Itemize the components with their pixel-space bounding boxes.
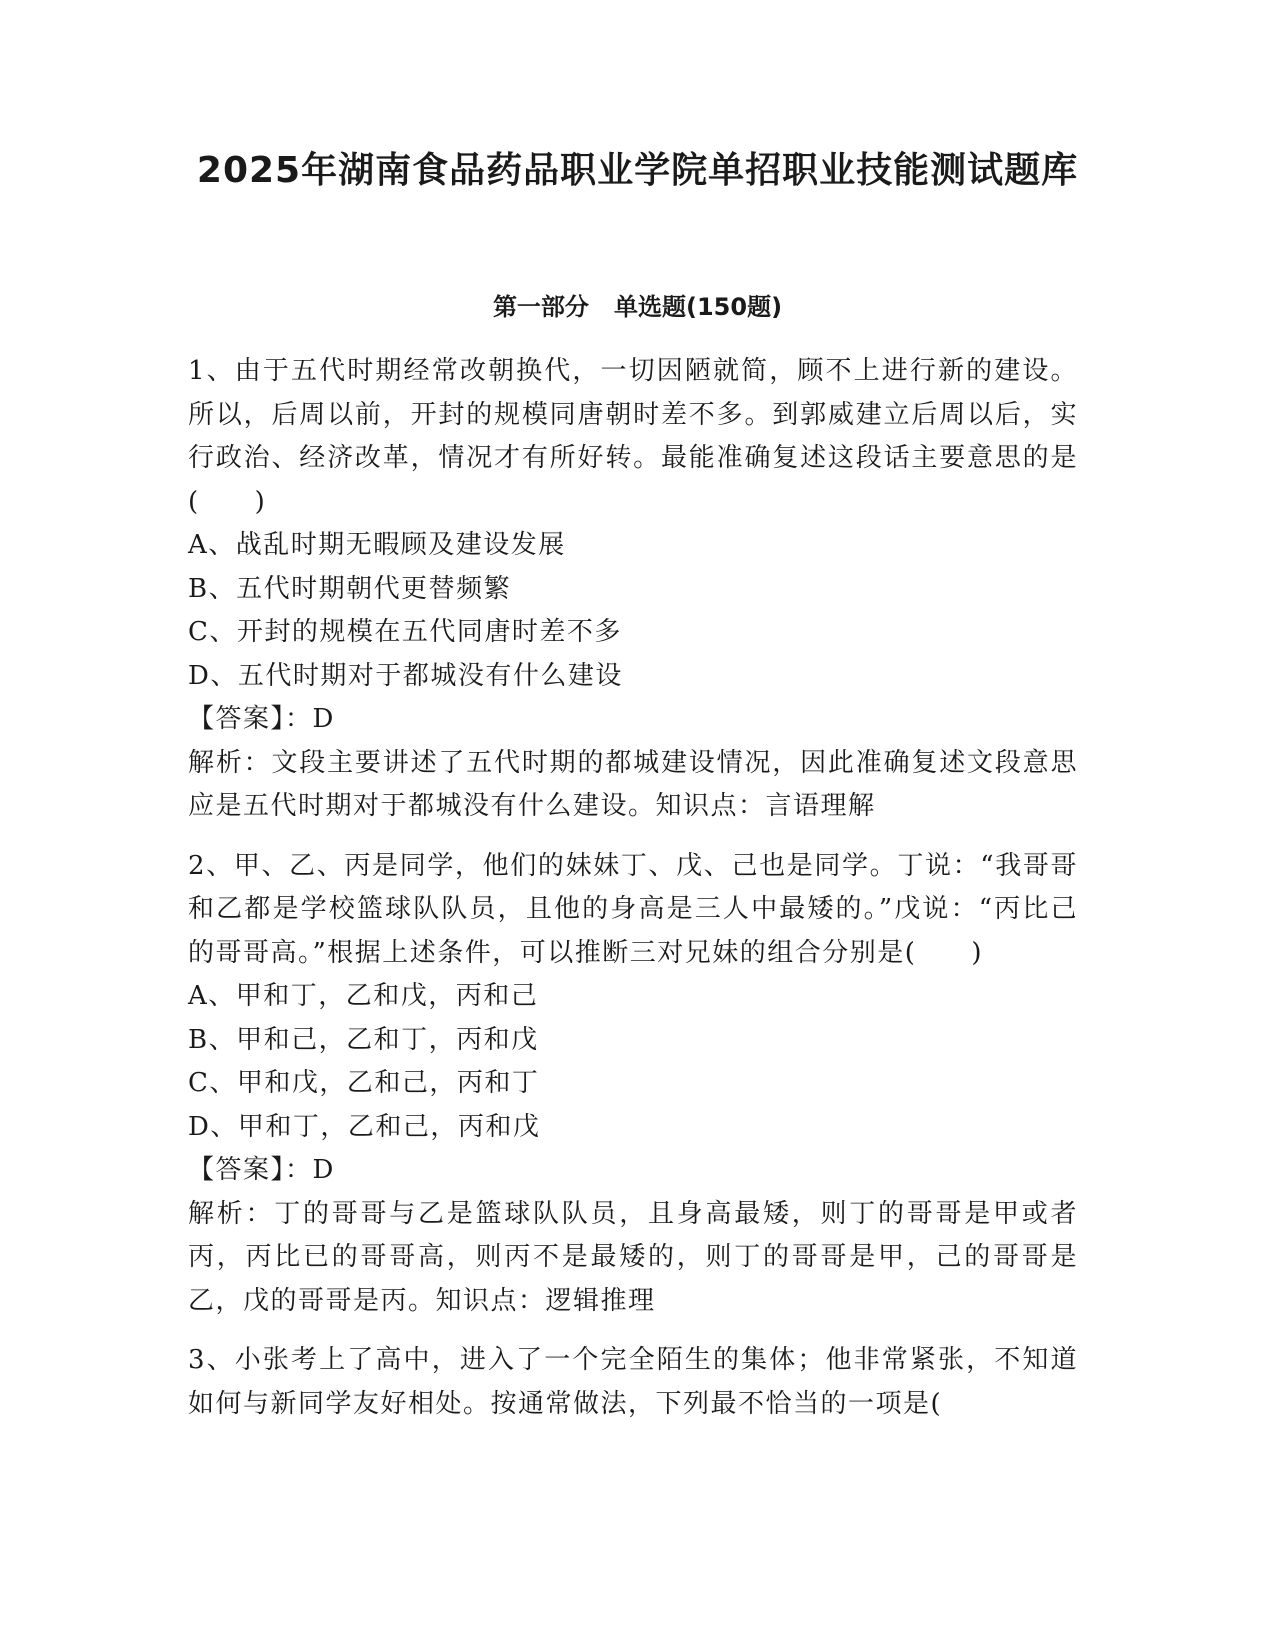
answer-label: 【答案】：D (188, 704, 335, 734)
question-stem: 3、小张考上了高中，进入了一个完全陌生的集体；他非常紧张，不知道如何与新同学友好相处。按通常做法，下列最不恰当的一项是( (188, 1345, 1078, 1419)
option-d: D、甲和丁，乙和己，丙和戊 (188, 1111, 541, 1142)
question-1 (188, 350, 1078, 829)
option-b: B、甲和己，乙和丁，丙和戊 (188, 1024, 539, 1055)
question-list (188, 350, 1078, 1442)
section-heading: 第一部分 单选题(150题) (492, 293, 783, 321)
analysis-text: 解析：丁的哥哥与乙是篮球队队员，且身高最矮，则丁的哥哥是甲或者丙，丙比已的哥哥高，则丙不是最矮的，则丁的哥哥是甲，己的哥哥是乙，戊的哥哥是丙。知识点：逻辑推理 (188, 1198, 1078, 1316)
option-c: C、甲和戊，乙和己，丙和丁 (188, 1068, 540, 1098)
answer-label: 【答案】：D (188, 1155, 335, 1185)
option-b: B、五代时期朝代更替频繁 (188, 573, 512, 604)
question-2 (188, 845, 1078, 1324)
option-d: D、五代时期对于都城没有什么建设 (188, 660, 623, 691)
option-a: A、战乱时期无暇顾及建设发展 (188, 530, 566, 560)
analysis-text: 解析：文段主要讲述了五代时期的都城建设情况，因此准确复述文段意思应是五代时期对于都城没有什么建设。知识点：言语理解 (188, 747, 1078, 821)
question-3 (188, 1339, 1078, 1426)
question-stem: 2、甲、乙、丙是同学，他们的妹妹丁、戊、己也是同学。丁说：“我哥哥和乙都是学校篮球队队员，且他的身高是三人中最矮的。”戊说：“丙比己的哥哥高。”根据上述条件，可以推断三对兄妹的组合分别是( ) (188, 850, 1078, 968)
document-title: 2025年湖南食品药品职业学院单招职业技能测试题库 (196, 150, 1079, 191)
option-a: A、甲和丁，乙和戊，丙和己 (188, 981, 539, 1011)
question-stem: 1、由于五代时期经常改朝换代，一切因陋就简，顾不上进行新的建设。所以，后周以前，开封的规模同唐朝时差不多。到郭威建立后周以后，实行政治、经济改革，情况才有所好转。最能准确复述这段话主要意思的是( ) (188, 356, 1078, 517)
option-c: C、开封的规模在五代同唐时差不多 (188, 617, 622, 647)
